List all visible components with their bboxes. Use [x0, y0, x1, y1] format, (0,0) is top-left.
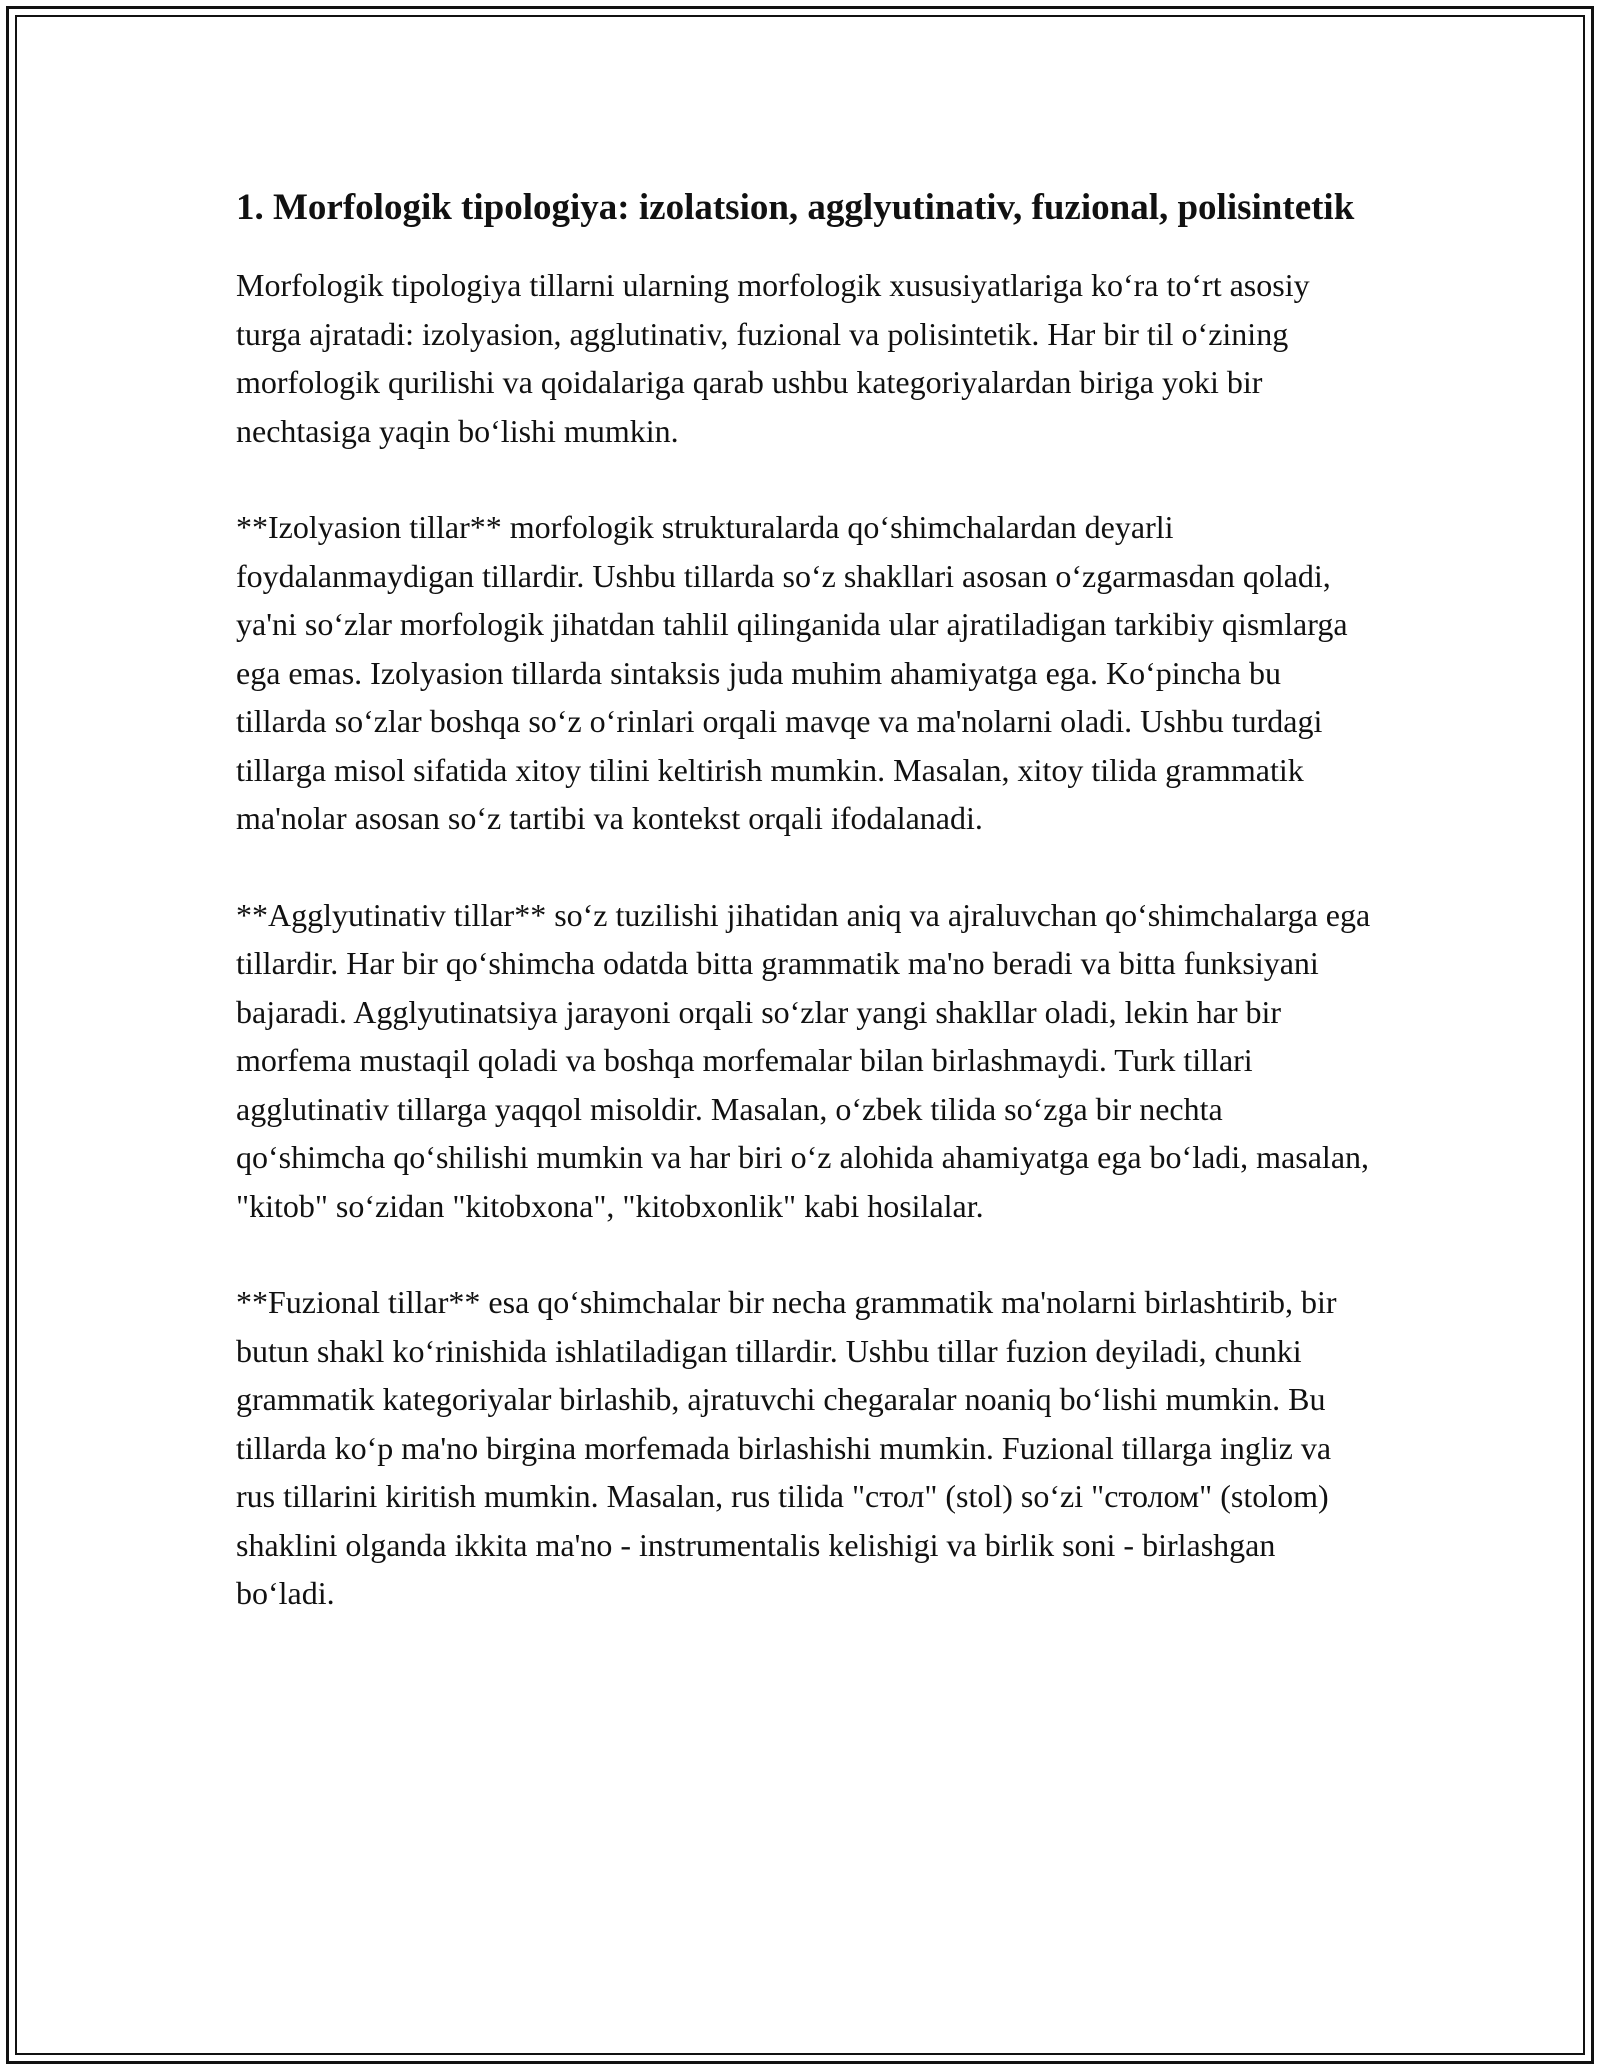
isolating-languages-paragraph: **Izolyasion tillar** morfologik strukturalarda qoʻshimchalardan deyarli foydalanmaydigan tillardir. Ushbu tillarda soʻz shakllari asosan oʻzgarmasdan qoladi, ya'ni soʻzlar morfologik jihatdan tahlil qilinganida ular ajratiladigan tarkibiy qismlarga ega emas. Izolyasion tillarda sintaksis juda muhim ahamiyatga ega. Koʻpincha bu tillarda soʻzlar boshqa soʻz oʻrinlari orqali mavqe va ma'nolarni oladi. Ushbu turdagi tillarga misol sifatida xitoy tilini keltirish mumkin. Masalan, xitoy tilida grammatik ma'nolar asosan soʻz tartibi va kontekst orqali ifodalanadi. — [236, 509, 1348, 836]
section-title: 1. Morfologik tipologiya: izolatsion, agglyutinativ, fuzional, polisintetik — [236, 187, 1355, 228]
fusional-languages-paragraph: **Fuzional tillar** esa qoʻshimchalar bir necha grammatik ma'nolarni birlashtirib, bir butun shakl koʻrinishida ishlatiladigan tillardir. Ushbu tillar fuzion deyiladi, chunki grammatik kategoriyalar birlashib, ajratuvchi chegaralar noaniq boʻlishi mumkin. Bu tillarda koʻp ma'no birgina morfemada birlashishi mumkin. Fuzional tillarga ingliz va rus tillarini kiritish mumkin. Masalan, rus tilida "стол" (stol) soʻzi "столом" (stolom) shaklini olganda ikkita ma'no - instrumentalis kelishigi va birlik soni - birlashgan boʻladi. — [236, 1284, 1337, 1611]
agglutinative-languages-paragraph: **Agglyutinativ tillar** soʻz tuzilishi jihatidan aniq va ajraluvchan qoʻshimchalarga ega tillardir. Har bir qoʻshimcha odatda bitta grammatik ma'no beradi va bitta funksiyani bajaradi. Agglyutinatsiya jarayoni orqali soʻzlar yangi shakllar oladi, lekin har bir morfema mustaqil qoladi va boshqa morfemalar bilan birlashmaydi. Turk tillari agglutinativ tillarga yaqqol misoldir. Masalan, oʻzbek tilida soʻzga bir nechta qoʻshimcha qoʻshilishi mumkin va har biri oʻz alohida ahamiyatga ega boʻladi, masalan, "kitob" soʻzidan "kitobxona", "kitobxonlik" kabi hosilalar. — [236, 896, 1371, 1224]
intro-paragraph: Morfologik tipologiya tillarni ularning morfologik xususiyatlariga koʻra toʻrt asosiy turga ajratadi: izolyasion, agglutinativ, fuzional va polisintetik. Har bir til oʻzining morfologik qurilishi va qoidalariga qarab ushbu kategoriyalardan biriga yoki bir nechtasiga yaqin boʻlishi mumkin. — [236, 267, 1310, 449]
document-body — [236, 180, 1376, 1666]
